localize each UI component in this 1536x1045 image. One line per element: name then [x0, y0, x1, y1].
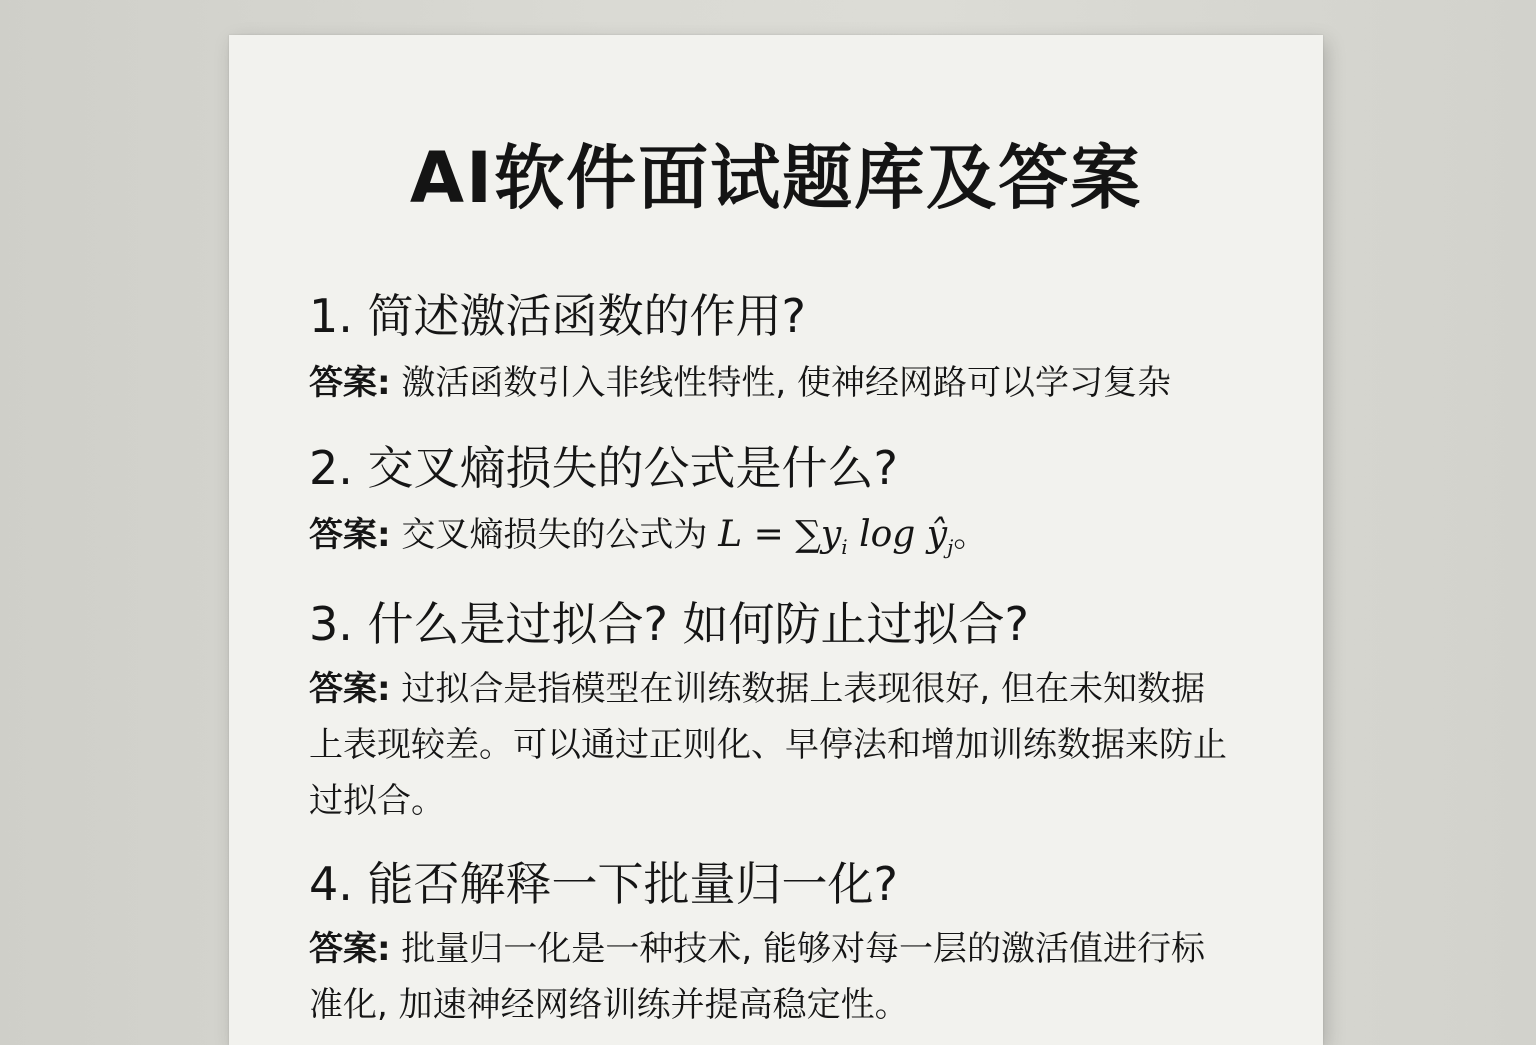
- question-4: 4. 能否解释一下批量归一化?: [309, 857, 898, 911]
- answer-2: [309, 507, 1239, 575]
- answer-2-end: 。: [953, 515, 988, 555]
- answer-4: [309, 921, 1239, 1033]
- question-2: 2. 交叉熵损失的公式是什么?: [309, 441, 898, 495]
- answer-label: 答案:: [309, 363, 391, 403]
- page-title: AI软件面试题库及答案: [409, 137, 1143, 219]
- answer-label: 答案:: [309, 515, 391, 555]
- answer-3: [309, 661, 1239, 829]
- answer-1: [309, 355, 1239, 411]
- answer-3-text: 过拟合是指模型在训练数据上表现很好, 但在未知数据上表现较差。可以通过正则化、早停法和增加训练数据来防止过拟合。: [309, 669, 1227, 821]
- question-3: 3. 什么是过拟合? 如何防止过拟合?: [309, 597, 1029, 651]
- answer-4-text: 批量归一化是一种技术, 能够对每一层的激活值进行标准化, 加速神经网络训练并提高稳定性。: [309, 929, 1206, 1025]
- paper-sheet: [229, 35, 1323, 1045]
- answer-2-text: 交叉熵损失的公式为: [401, 515, 708, 555]
- cross-entropy-formula: $L = \sum y_i$ $\log ŷ_j$: [718, 514, 954, 560]
- answer-label: 答案:: [309, 929, 391, 969]
- answer-label: 答案:: [309, 669, 391, 709]
- question-1: 1. 简述激活函数的作用?: [309, 289, 806, 343]
- answer-1-text: 激活函数引入非线性特性, 使神经网路可以学习复杂: [401, 363, 1172, 403]
